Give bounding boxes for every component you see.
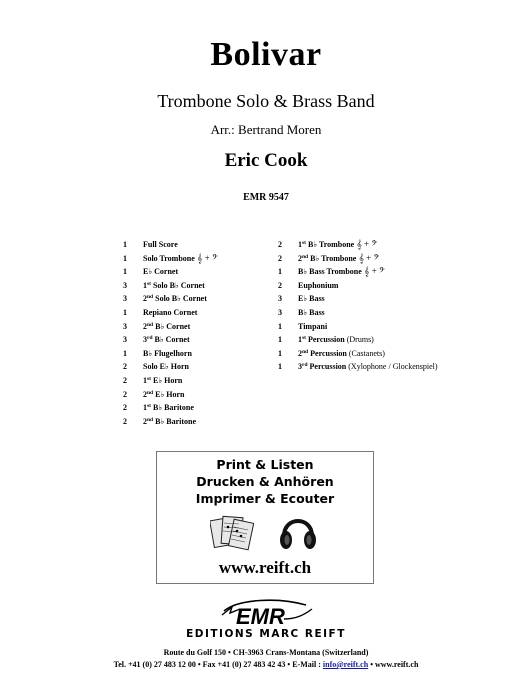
instrument-row bbox=[123, 415, 263, 429]
instrument-quantity: 2 bbox=[278, 240, 282, 249]
instrument-label: B♭ Cornet bbox=[153, 321, 191, 331]
instrument-row bbox=[123, 388, 263, 402]
part-ordinal: 1 bbox=[143, 403, 147, 413]
headphones-icon bbox=[277, 510, 319, 554]
instrument-label: Solo E♭ Horn bbox=[143, 362, 190, 372]
contact-phone-fax: Tel. +41 (0) 27 483 12 00 • Fax +41 (0) 27 483 42 43 • E-Mail : bbox=[113, 660, 323, 669]
emr-logo bbox=[218, 597, 316, 629]
instrument-name bbox=[298, 320, 327, 334]
instrument-label: Full Score bbox=[143, 240, 178, 249]
part-ordinal: 2 bbox=[298, 348, 302, 358]
print-listen-promo-box bbox=[156, 451, 374, 584]
instrument-row bbox=[123, 279, 263, 293]
instrument-name bbox=[143, 388, 184, 402]
contact-email-link[interactable]: info@reift.ch bbox=[322, 660, 369, 669]
instrument-row bbox=[123, 360, 263, 374]
instrumentation-list-right bbox=[278, 238, 478, 374]
instrument-note: (Xylophone / Glockenspiel) bbox=[346, 362, 438, 372]
instrument-row bbox=[278, 347, 478, 361]
instrument-quantity: 2 bbox=[278, 253, 282, 263]
instrument-label: E♭ Bass bbox=[298, 294, 325, 304]
instrument-name bbox=[143, 292, 207, 306]
instrument-quantity: 1 bbox=[123, 240, 127, 249]
composer-name: Eric Cook bbox=[224, 150, 308, 171]
arranger-credit: Arr.: Bertrand Moren bbox=[210, 122, 322, 137]
instrument-row bbox=[123, 238, 263, 252]
promo-website[interactable]: www.reift.ch bbox=[218, 558, 312, 577]
instrument-label: B♭ Trombone bbox=[308, 253, 357, 263]
promo-line-english: Print & Listen bbox=[216, 457, 314, 472]
instrument-row bbox=[278, 360, 478, 374]
instrument-name bbox=[298, 265, 385, 279]
instrument-name bbox=[298, 292, 325, 306]
clef-icon: 𝄞 + 𝄢 bbox=[354, 239, 378, 249]
instrument-name bbox=[298, 252, 379, 266]
part-ordinal: 1 bbox=[143, 280, 147, 290]
instrument-label: B♭ Trombone bbox=[305, 240, 355, 249]
instrument-quantity: 1 bbox=[278, 362, 282, 372]
instrument-quantity: 2 bbox=[123, 416, 127, 426]
instrument-quantity: 2 bbox=[123, 362, 127, 372]
part-ordinal: 3 bbox=[143, 335, 147, 345]
instrument-row bbox=[278, 333, 478, 347]
part-ordinal-suffix: nd bbox=[302, 348, 309, 355]
instrument-name bbox=[298, 238, 377, 252]
instrument-row bbox=[123, 374, 263, 388]
instrument-quantity: 3 bbox=[123, 294, 127, 304]
part-ordinal-suffix: st bbox=[147, 403, 151, 410]
instrument-name bbox=[143, 306, 197, 320]
instrument-label: B♭ Bass bbox=[298, 307, 325, 317]
part-ordinal-suffix: nd bbox=[147, 389, 154, 396]
instrument-name bbox=[143, 347, 192, 361]
instrument-row bbox=[278, 238, 478, 252]
instrument-quantity: 1 bbox=[123, 267, 127, 277]
part-ordinal-suffix: st bbox=[302, 240, 306, 246]
instrument-label: Percussion bbox=[308, 348, 347, 358]
instrument-label: B♭ Bass Trombone bbox=[298, 267, 362, 277]
instrument-row bbox=[123, 252, 263, 266]
instrument-name bbox=[298, 360, 438, 374]
instrument-row bbox=[123, 401, 263, 415]
instrument-name bbox=[143, 360, 189, 374]
instrument-label: Euphonium bbox=[298, 280, 339, 290]
instrument-label: Percussion bbox=[305, 335, 345, 345]
part-ordinal-suffix: st bbox=[302, 335, 306, 342]
part-ordinal: 1 bbox=[298, 240, 302, 249]
instrument-quantity: 3 bbox=[123, 280, 127, 290]
part-ordinal: 2 bbox=[143, 294, 147, 304]
publisher-name: EDITIONS MARC REIFT bbox=[186, 628, 346, 640]
clef-icon: 𝄞 + 𝄢 bbox=[356, 252, 380, 263]
instrument-note: (Castanets) bbox=[346, 348, 385, 358]
clef-icon: 𝄞 + 𝄢 bbox=[361, 266, 385, 277]
instrument-name bbox=[143, 252, 218, 266]
part-ordinal: 1 bbox=[298, 335, 302, 345]
catalog-number: EMR 9547 bbox=[243, 192, 289, 203]
part-ordinal-suffix: rd bbox=[147, 335, 153, 342]
instrument-quantity: 1 bbox=[278, 335, 282, 345]
instrument-label: Timpani bbox=[298, 321, 328, 331]
part-ordinal: 2 bbox=[298, 253, 302, 263]
part-ordinal: 3 bbox=[298, 362, 302, 372]
instrument-label: Solo Trombone bbox=[143, 253, 195, 263]
instrument-quantity: 2 bbox=[123, 403, 127, 413]
instrument-quantity: 2 bbox=[123, 389, 127, 399]
instrument-row bbox=[278, 265, 478, 279]
part-ordinal-suffix: nd bbox=[147, 321, 154, 328]
instrument-quantity: 1 bbox=[123, 348, 127, 358]
instrument-quantity: 3 bbox=[123, 321, 127, 331]
instrument-quantity: 1 bbox=[278, 321, 282, 331]
clef-icon: 𝄞 + 𝄢 bbox=[194, 252, 218, 263]
instrument-row bbox=[123, 292, 263, 306]
part-ordinal-suffix: nd bbox=[147, 294, 154, 301]
instrument-label: Percussion bbox=[307, 362, 347, 372]
instrument-label: E♭ Horn bbox=[153, 389, 185, 399]
publisher-address: Route du Golf 150 • CH-3963 Crans-Montana (Switzerland) bbox=[163, 648, 369, 657]
instrument-row bbox=[278, 292, 478, 306]
part-ordinal: 2 bbox=[143, 389, 147, 399]
instrument-label: B♭ Baritone bbox=[150, 403, 194, 413]
instrument-row bbox=[278, 252, 478, 266]
instrument-quantity: 1 bbox=[278, 348, 282, 358]
instrument-quantity: 3 bbox=[278, 307, 282, 317]
instrument-label: B♭ Flugelhorn bbox=[143, 348, 192, 358]
instrument-name bbox=[298, 306, 325, 320]
instrument-quantity: 1 bbox=[123, 253, 127, 263]
instrument-row bbox=[278, 279, 478, 293]
instrument-row bbox=[278, 320, 478, 334]
sheet-music-icon bbox=[210, 513, 254, 553]
promo-line-german: Drucken & Anhören bbox=[196, 474, 334, 489]
instrument-quantity: 2 bbox=[278, 280, 282, 290]
instrument-row bbox=[123, 333, 263, 347]
instrument-note: (Drums) bbox=[344, 335, 374, 345]
instrument-label: Solo B♭ Cornet bbox=[153, 294, 207, 304]
instrument-quantity: 1 bbox=[123, 307, 127, 317]
instrument-name bbox=[143, 265, 178, 279]
instrument-name bbox=[298, 333, 374, 347]
instrument-name bbox=[143, 401, 194, 415]
publisher-contact bbox=[0, 660, 532, 669]
promo-line-french: Imprimer & Ecouter bbox=[195, 491, 335, 506]
svg-text:EMR: EMR bbox=[236, 604, 285, 629]
instrumentation-list-left bbox=[123, 238, 263, 428]
instrument-name bbox=[143, 279, 205, 293]
instrument-quantity: 3 bbox=[123, 335, 127, 345]
instrument-label: E♭ Cornet bbox=[143, 267, 179, 277]
contact-website[interactable]: • www.reift.ch bbox=[368, 660, 419, 669]
instrument-quantity: 1 bbox=[278, 267, 282, 277]
part-ordinal-suffix: nd bbox=[147, 416, 154, 423]
instrument-row bbox=[123, 320, 263, 334]
instrument-label: B♭ Baritone bbox=[153, 416, 197, 426]
subtitle: Trombone Solo & Brass Band bbox=[157, 91, 375, 111]
instrument-label: Solo B♭ Cornet bbox=[150, 280, 205, 290]
part-ordinal: 2 bbox=[143, 321, 147, 331]
instrument-name bbox=[143, 320, 190, 334]
instrument-quantity: 3 bbox=[278, 294, 282, 304]
part-ordinal-suffix: nd bbox=[302, 253, 309, 260]
piece-title: Bolivar bbox=[210, 36, 322, 73]
instrument-name bbox=[298, 347, 385, 361]
instrument-label: B♭ Cornet bbox=[152, 335, 190, 345]
instrument-name bbox=[143, 415, 196, 429]
instrument-row bbox=[123, 306, 263, 320]
instrument-name bbox=[143, 374, 182, 388]
part-ordinal: 1 bbox=[143, 375, 147, 385]
instrument-name bbox=[298, 279, 338, 293]
part-ordinal: 2 bbox=[143, 416, 147, 426]
instrument-name bbox=[143, 238, 178, 252]
instrument-label: E♭ Horn bbox=[150, 375, 183, 385]
instrument-name bbox=[143, 333, 190, 347]
part-ordinal-suffix: rd bbox=[302, 362, 308, 369]
instrument-row bbox=[123, 347, 263, 361]
part-ordinal-suffix: st bbox=[147, 375, 151, 382]
instrument-row bbox=[123, 265, 263, 279]
instrument-label: Repiano Cornet bbox=[143, 307, 198, 317]
instrument-row bbox=[278, 306, 478, 320]
part-ordinal-suffix: st bbox=[147, 280, 151, 287]
instrument-quantity: 2 bbox=[123, 375, 127, 385]
